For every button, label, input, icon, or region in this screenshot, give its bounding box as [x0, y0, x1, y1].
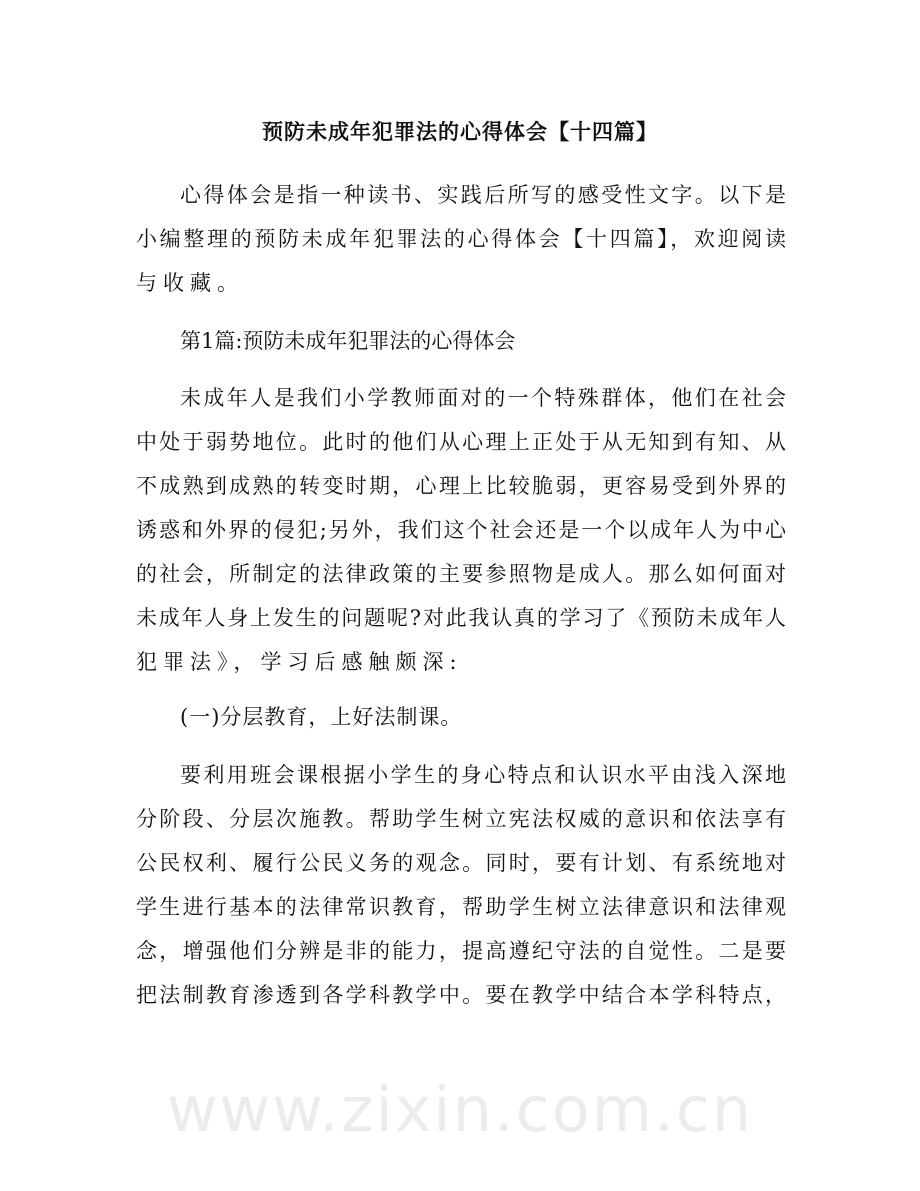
text-line: 念，增强他们分辨是非的能力，提高遵纪守法的自觉性。二是要 — [136, 939, 786, 963]
text-line: 未成年人是我们小学教师面对的一个特殊群体，他们在社会 — [180, 386, 786, 410]
section-heading — [136, 319, 786, 363]
text-line: 心得体会是指一种读书、实践后所写的感受性文字。以下是 — [180, 183, 786, 207]
subheading-text: (一)分层教育，上好法制课。 — [180, 705, 463, 729]
text-line: 不成熟到成熟的转变时期，心理上比较脆弱，更容易受到外界的 — [136, 474, 786, 498]
intro-paragraph — [136, 173, 786, 305]
watermark: www.zixin.com.cn — [166, 1073, 754, 1146]
text-line: 诱惑和外界的侵犯;另外，我们这个社会还是一个以成年人为中心 — [136, 518, 786, 542]
text-line: 要利用班会课根据小学生的身心特点和认识水平由浅入深地 — [180, 763, 786, 787]
text-line: 中处于弱势地位。此时的他们从心理上正处于从无知到有知、从 — [136, 430, 786, 454]
section-heading-text: 第1篇:预防未成年犯罪法的心得体会 — [180, 329, 516, 353]
text-line: 把法制教育渗透到各学科教学中。要在教学中结合本学科特点， — [136, 983, 786, 1007]
text-line: 未成年人身上发生的问题呢?对此我认真的学习了《预防未成年人 — [136, 606, 786, 630]
text-line: 的社会，所制定的法律政策的主要参照物是成人。那么如何面对 — [136, 562, 786, 586]
body-paragraph-1 — [136, 376, 786, 684]
document-title: 预防未成年犯罪法的心得体会【十四篇】 — [262, 120, 658, 144]
text-line: 分阶段、分层次施教。帮助学生树立宪法权威的意识和依法享有 — [136, 807, 786, 831]
text-line: 犯罪法》，学习后感触颇深: — [136, 650, 463, 674]
text-line: 小编整理的预防未成年犯罪法的心得体会【十四篇】，欢迎阅读 — [136, 227, 786, 251]
text-line: 与收藏。 — [136, 271, 244, 295]
body-paragraph-2 — [136, 753, 786, 1017]
text-line: 学生进行基本的法律常识教育，帮助学生树立法律意识和法律观 — [136, 895, 786, 919]
text-line: 公民权利、履行公民义务的观念。同时，要有计划、有系统地对 — [136, 851, 786, 875]
subheading — [136, 695, 786, 739]
